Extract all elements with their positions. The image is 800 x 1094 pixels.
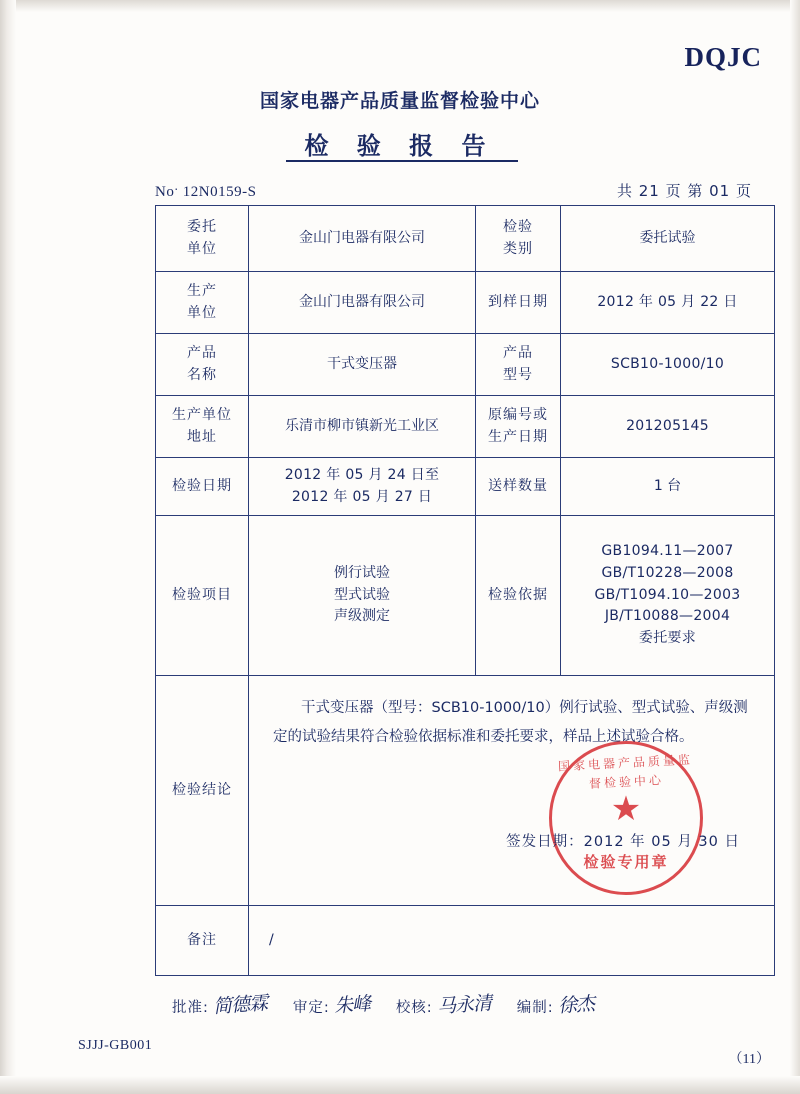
sample-date-value: 2012 年 05 月 22 日 (561, 272, 775, 334)
inspection-type-value: 委托试验 (561, 206, 775, 272)
inspection-basis-label: 检验依据 (476, 516, 561, 676)
remarks-label: 备注 (156, 906, 249, 976)
table-row (156, 396, 775, 458)
manufacturer-label (156, 272, 249, 334)
table-row (156, 906, 775, 976)
inspection-basis-5: 委托要求 (638, 630, 697, 647)
compile-label: 编制: (516, 1000, 554, 1016)
paper-edge-top (0, 0, 800, 12)
dqjc-logo: DQJC (684, 42, 762, 72)
issue-date-value: 2012 年 05 月 30 日 (583, 833, 740, 850)
product-name-label (156, 334, 249, 396)
inspection-basis-1: GB1094.11—2007 (601, 543, 734, 560)
inspection-date-line1: 2012 年 05 月 24 日至 (284, 466, 440, 483)
approve-label: 批准: (172, 1000, 209, 1016)
sample-date-label: 到样日期 (476, 272, 561, 334)
inspection-basis-2: GB/T10228—2008 (601, 564, 734, 581)
client-value: 金山门电器有限公司 (249, 206, 476, 272)
inspection-items-value (249, 516, 476, 676)
sample-quantity-label: 送样数量 (476, 458, 561, 516)
manufacturer-value: 金山门电器有限公司 (249, 272, 476, 334)
product-model-label (476, 334, 561, 396)
remarks-value: / (249, 906, 775, 976)
inspection-items-label: 检验项目 (156, 516, 249, 676)
product-model-label-line1: 产品 (503, 344, 533, 361)
table-row (156, 676, 775, 906)
client-label-line2: 单位 (187, 240, 217, 257)
manufacturer-label-line1: 生产 (187, 282, 217, 299)
report-meta (155, 180, 752, 201)
table-row (156, 458, 775, 516)
signature-compile (517, 990, 594, 1017)
review-signature: 朱峰 (333, 992, 371, 1018)
signature-review (293, 990, 370, 1017)
page-count: 共 21 页 第 01 页 (616, 182, 752, 200)
page-title: 检 验 报 告 (304, 132, 496, 160)
signature-check (396, 990, 491, 1017)
compile-signature: 徐杰 (556, 992, 595, 1018)
inspection-type-label-line2: 类别 (503, 240, 533, 257)
organization-title: 国家电器产品质量监督检验中心 (259, 90, 540, 112)
report-table (155, 205, 775, 976)
inspection-type-label-line1: 检验 (503, 218, 533, 235)
title-underline (286, 160, 518, 162)
manufacturer-address-label (156, 396, 249, 458)
issue-date-label: 签发日期： (506, 833, 584, 850)
table-row (156, 516, 775, 676)
conclusion-cell (249, 676, 775, 906)
star-icon: ★ (610, 789, 642, 830)
official-stamp-icon (549, 741, 703, 895)
table-row (156, 206, 775, 272)
paper-edge-bottom (0, 1076, 800, 1094)
inspection-item-3: 声级测定 (334, 608, 390, 625)
inspection-date-line2: 2012 年 05 月 27 日 (291, 488, 433, 505)
original-number-label (476, 396, 561, 458)
report-number (155, 180, 256, 201)
manufacturer-address-value: 乐清市柳市镇新光工业区 (249, 396, 476, 458)
inspection-basis-4: JB/T10088—2004 (604, 608, 731, 625)
table-row (156, 272, 775, 334)
original-number-value: 201205145 (561, 396, 775, 458)
stamp-top-text: 国家电器产品质量监督检验中心 (557, 752, 694, 791)
manufacturer-address-label-line2: 地址 (187, 428, 217, 445)
approve-signature: 简德霖 (212, 992, 268, 1018)
page-number: （11） (728, 1052, 770, 1067)
signature-approve (172, 990, 267, 1017)
paper-edge-left (0, 0, 16, 1094)
form-code: SJJJ-GB001 (78, 1038, 153, 1053)
paper-edge-right (790, 0, 800, 1094)
review-label: 审定: (292, 1000, 330, 1016)
inspection-basis-value (561, 516, 775, 676)
product-name-label-line2: 名称 (187, 366, 217, 383)
client-label-line1: 委托 (187, 218, 217, 235)
stamp-bottom-text: 检验专用章 (583, 852, 669, 871)
product-name-label-line1: 产品 (187, 344, 217, 361)
inspection-date-value (249, 458, 476, 516)
original-number-label-line2: 生产日期 (488, 428, 548, 445)
issue-date-line (506, 831, 740, 853)
report-number-sup: ․ (174, 181, 179, 193)
conclusion-label: 检验结论 (156, 676, 249, 906)
client-label (156, 206, 249, 272)
table-row (156, 334, 775, 396)
report-number-value: 12N0159-S (182, 184, 257, 200)
manufacturer-label-line2: 单位 (187, 304, 217, 321)
sample-quantity-value: 1 台 (561, 458, 775, 516)
report-number-prefix: No (155, 184, 175, 200)
conclusion-text: 干式变压器（型号：SCB10-1000/10）例行试验、型式试验、声级测定的试验结果符合检验依据标准和委托要求，样品上述试验合格。 (273, 700, 748, 745)
original-number-label-line1: 原编号或 (488, 406, 548, 423)
product-name-value: 干式变压器 (249, 334, 476, 396)
product-model-label-line2: 型号 (503, 366, 533, 383)
signature-row (172, 990, 740, 1017)
product-model-value: SCB10-1000/10 (561, 334, 775, 396)
inspection-basis-3: GB/T1094.10—2003 (594, 586, 741, 603)
inspection-item-2: 型式试验 (334, 586, 390, 603)
check-label: 校核: (395, 1000, 433, 1016)
inspection-date-label: 检验日期 (156, 458, 249, 516)
inspection-type-label (476, 206, 561, 272)
manufacturer-address-label-line1: 生产单位 (172, 406, 232, 423)
inspection-item-1: 例行试验 (334, 564, 390, 581)
check-signature: 马永清 (436, 992, 492, 1018)
